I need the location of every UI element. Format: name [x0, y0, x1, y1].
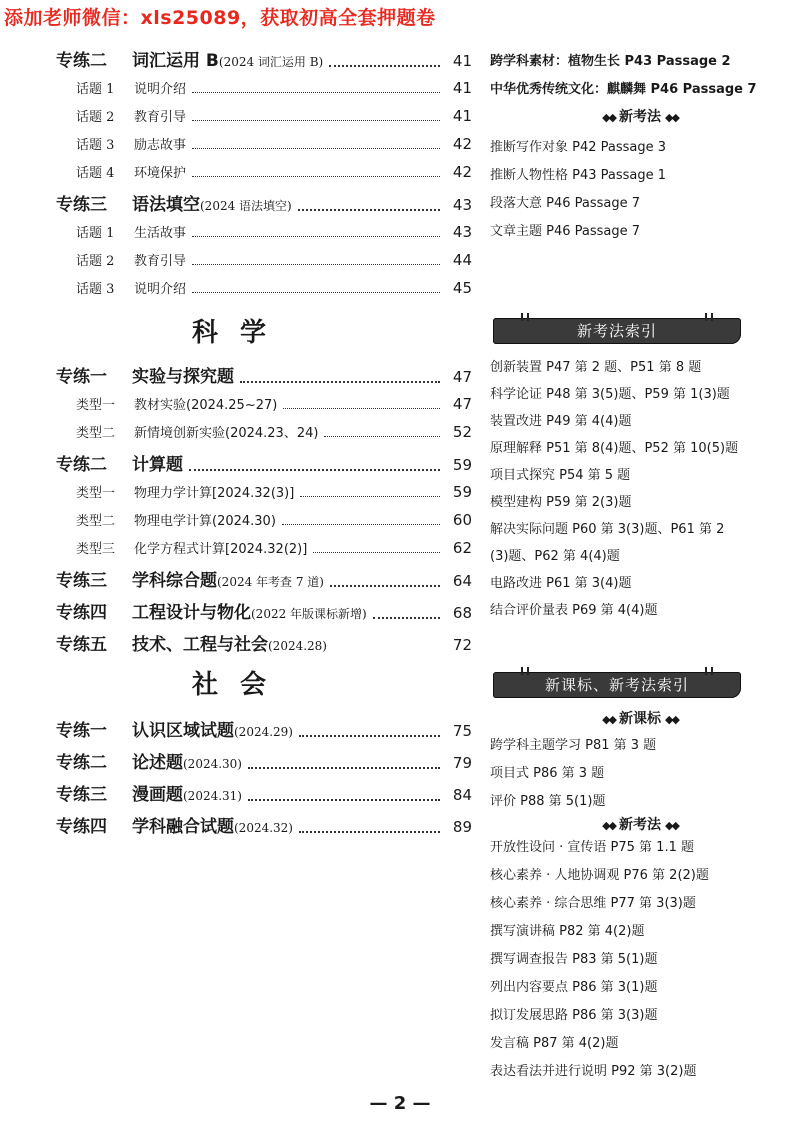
- toc-topic-row[interactable]: [76, 162, 472, 181]
- toc-topic-label: 话题 1: [76, 226, 115, 241]
- toc-section-row[interactable]: [56, 362, 472, 387]
- toc-section-title: 词汇运用 B: [132, 51, 219, 71]
- toc-topic-title: 说明介绍: [134, 82, 187, 97]
- toc-section-note: (2024.28): [268, 639, 327, 653]
- toc-section-label: 专练一: [56, 367, 107, 387]
- toc-section-title: 学科融合试题: [132, 817, 234, 837]
- index-item: 跨学科主题学习 P81 第 3 题: [490, 738, 657, 753]
- toc-section-row[interactable]: [56, 812, 472, 837]
- toc-section-row[interactable]: [56, 598, 472, 623]
- watermark-text: 添加老师微信：xls25089，获取初高全套押题卷: [4, 7, 436, 29]
- toc-section-row[interactable]: [56, 716, 472, 741]
- toc-section-note: (2024.31): [183, 789, 242, 803]
- toc-topic-title: 生活故事: [134, 226, 187, 241]
- leader-dots: [373, 617, 440, 619]
- leader-dots: [192, 120, 440, 121]
- toc-section-title: 论述题: [132, 753, 183, 773]
- toc-topic-row[interactable]: [76, 222, 472, 241]
- toc-topic-title: 励志故事: [134, 138, 187, 153]
- toc-topic-title: 新情境创新实验(2024.23、24): [134, 426, 319, 441]
- leader-dots: [324, 436, 440, 437]
- leader-dots: [192, 292, 440, 293]
- toc-section-title: 技术、工程与社会: [132, 635, 268, 655]
- index-item: 电路改进 P61 第 3(4)题: [490, 576, 632, 591]
- toc-section-title: 工程设计与物化: [132, 603, 251, 623]
- leader-dots: [248, 799, 440, 801]
- toc-topic-title: 物理电学计算(2024.30): [134, 514, 276, 529]
- leader-dots: [248, 767, 440, 769]
- toc-section-row[interactable]: [56, 46, 472, 71]
- toc-topic-title: 环境保护: [134, 166, 187, 181]
- page-number: 42: [452, 135, 472, 153]
- page-number: 62: [452, 539, 472, 557]
- page-number: 44: [452, 251, 472, 269]
- toc-topic-row[interactable]: [76, 134, 472, 153]
- toc-section-note: (2024 词汇运用 B): [218, 55, 324, 69]
- index-item: 开放性设问 · 宣传语 P75 第 1.1 题: [490, 840, 694, 855]
- page-number: 64: [452, 572, 472, 590]
- page-number: 41: [452, 52, 472, 70]
- toc-topic-label: 类型一: [76, 486, 116, 501]
- toc-section-label: 专练五: [56, 635, 107, 655]
- toc-topic-row[interactable]: [76, 106, 472, 125]
- page-number: 43: [452, 196, 472, 214]
- toc-section-label: 专练四: [56, 817, 107, 837]
- page-number: 89: [452, 818, 472, 836]
- index-item: 撰写调查报告 P83 第 5(1)题: [490, 952, 658, 967]
- toc-section-label: 专练一: [56, 721, 107, 741]
- leader-dots: [192, 264, 440, 265]
- index-item: 原理解释 P51 第 8(4)题、P52 第 10(5)题: [490, 441, 739, 456]
- page-number: 52: [452, 423, 472, 441]
- index-item: 装置改进 P49 第 4(4)题: [490, 414, 632, 429]
- toc-section-note: (2024.30): [183, 757, 242, 771]
- toc-topic-label: 话题 2: [76, 254, 115, 269]
- index-item: 项目式探究 P54 第 5 题: [490, 468, 631, 483]
- subhead-new-standard: ◆◆ 新课标 ◆◆: [602, 711, 678, 727]
- page-number: 79: [452, 754, 472, 772]
- toc-section-row[interactable]: [56, 566, 472, 591]
- toc-topic-label: 话题 4: [76, 166, 115, 181]
- toc-topic-label: 类型三: [76, 542, 116, 557]
- leader-dots: [300, 496, 440, 497]
- leader-dots: [299, 735, 440, 737]
- index-item: 核心素养 · 人地协调观 P76 第 2(2)题: [490, 868, 709, 883]
- index-line: 跨学科素材：植物生长 P43 Passage 2: [490, 54, 731, 69]
- page-number: 68: [452, 604, 472, 622]
- toc-section-label: 专练三: [56, 195, 107, 215]
- toc-topic-row[interactable]: [76, 510, 472, 529]
- page-number: 43: [452, 223, 472, 241]
- toc-section-label: 专练三: [56, 571, 107, 591]
- toc-section-title: 计算题: [132, 455, 183, 475]
- index-item: 推断人物性格 P43 Passage 1: [490, 168, 667, 183]
- toc-topic-title: 化学方程式计算[2024.32(2)]: [134, 542, 308, 557]
- toc-topic-label: 类型一: [76, 398, 116, 413]
- index-item: 撰写演讲稿 P82 第 4(2)题: [490, 924, 645, 939]
- toc-topic-title: 物理力学计算[2024.32(3)]: [134, 486, 295, 501]
- index-item: 表达看法并进行说明 P92 第 3(2)题: [490, 1064, 697, 1079]
- banner-social-index: 新课标、新考法索引: [493, 672, 741, 698]
- index-item: 模型建构 P59 第 2(3)题: [490, 495, 632, 510]
- index-item: 列出内容要点 P86 第 3(1)题: [490, 980, 658, 995]
- leader-dots: [283, 408, 440, 409]
- toc-topic-label: 话题 2: [76, 110, 115, 125]
- leader-dots: [330, 585, 440, 587]
- index-item: 结合评价量表 P69 第 4(4)题: [490, 603, 658, 618]
- diamond-icon: ◆◆: [602, 819, 615, 832]
- diamond-icon: ◆◆: [602, 111, 615, 124]
- page-number: 47: [452, 395, 472, 413]
- index-line: 中华优秀传统文化：麒麟舞 P46 Passage 7: [490, 82, 757, 97]
- banner-science-index: 新考法索引: [493, 318, 741, 344]
- index-item: 发言稿 P87 第 4(2)题: [490, 1036, 619, 1051]
- diamond-icon: ◆◆: [602, 713, 615, 726]
- toc-section-note: (2024.32): [234, 821, 293, 835]
- toc-topic-title: 教育引导: [134, 254, 187, 269]
- toc-section-title: 实验与探究题: [132, 367, 234, 387]
- page-number: 45: [452, 279, 472, 297]
- page-number: 60: [452, 511, 472, 529]
- page-number: 84: [452, 786, 472, 804]
- diamond-icon: ◆◆: [665, 111, 678, 124]
- leader-dots: [240, 381, 440, 383]
- toc-section-row[interactable]: [56, 780, 472, 805]
- toc-section-row[interactable]: [56, 630, 472, 655]
- toc-section-note: (2022 年版课标新增): [251, 607, 367, 621]
- toc-section-label: 专练二: [56, 753, 107, 773]
- leader-dots: [192, 236, 440, 237]
- toc-topic-row[interactable]: [76, 250, 472, 269]
- index-item: 文章主题 P46 Passage 7: [490, 224, 641, 239]
- page-number: 42: [452, 163, 472, 181]
- page-number: 59: [452, 456, 472, 474]
- toc-topic-label: 类型二: [76, 514, 116, 529]
- toc-section-label: 专练三: [56, 785, 107, 805]
- index-item: 拟订发展思路 P86 第 3(3)题: [490, 1008, 658, 1023]
- toc-section-note: (2024 年考查 7 道): [217, 575, 324, 589]
- subhead-new-method: ◆◆ 新考法 ◆◆: [602, 109, 678, 125]
- toc-topic-row[interactable]: [76, 78, 472, 97]
- leader-dots: [192, 176, 440, 177]
- toc-topic-row[interactable]: [76, 538, 472, 557]
- leader-dots: [282, 524, 440, 525]
- leader-dots: [329, 65, 440, 67]
- toc-topic-title: 教材实验(2024.25~27): [134, 398, 278, 413]
- index-item: 段落大意 P46 Passage 7: [490, 196, 641, 211]
- toc-section-row[interactable]: [56, 748, 472, 773]
- toc-topic-title: 教育引导: [134, 110, 187, 125]
- toc-section-label: 专练四: [56, 603, 107, 623]
- diamond-icon: ◆◆: [665, 819, 678, 832]
- toc-topic-label: 类型二: [76, 426, 116, 441]
- page-footer-number: — 2 —: [369, 1093, 431, 1114]
- index-item: 创新装置 P47 第 2 题、P51 第 8 题: [490, 360, 702, 375]
- toc-section-label: 专练二: [56, 455, 107, 475]
- leader-dots: [192, 92, 440, 93]
- toc-topic-label: 话题 3: [76, 282, 115, 297]
- page-number: 75: [452, 722, 472, 740]
- index-item: 核心素养 · 综合思维 P77 第 3(3)题: [490, 896, 696, 911]
- subject-heading-science: 科学: [191, 318, 288, 348]
- toc-topic-row[interactable]: [76, 278, 472, 297]
- toc-topic-label: 话题 1: [76, 82, 115, 97]
- toc-section-title: 漫画题: [132, 785, 183, 805]
- toc-topic-row[interactable]: [76, 482, 472, 501]
- page-number: 41: [452, 79, 472, 97]
- toc-section-row[interactable]: [56, 190, 472, 215]
- subhead-new-method: ◆◆ 新考法 ◆◆: [602, 817, 678, 833]
- toc-topic-row[interactable]: [76, 422, 472, 441]
- diamond-icon: ◆◆: [665, 713, 678, 726]
- index-item: 解决实际问题 P60 第 3(3)题、P61 第 2: [490, 522, 725, 537]
- toc-section-label: 专练二: [56, 51, 107, 71]
- toc-section-note: (2024.29): [234, 725, 293, 739]
- toc-section-row[interactable]: [56, 450, 472, 475]
- toc-section-title: 学科综合题: [132, 571, 217, 591]
- index-item: (3)题、P62 第 4(4)题: [490, 549, 620, 564]
- index-item: 项目式 P86 第 3 题: [490, 766, 605, 781]
- leader-dots: [299, 831, 440, 833]
- toc-topic-row[interactable]: [76, 394, 472, 413]
- page-number: 47: [452, 368, 472, 386]
- leader-dots: [189, 469, 440, 471]
- toc-topic-title: 说明介绍: [134, 282, 187, 297]
- leader-dots: [298, 209, 440, 211]
- page-number: 72: [452, 636, 472, 654]
- toc-section-title: 认识区域试题: [132, 721, 234, 741]
- index-item: 推断写作对象 P42 Passage 3: [490, 140, 667, 155]
- toc-section-title: 语法填空: [132, 195, 200, 215]
- subject-heading-social: 社会: [191, 670, 288, 700]
- toc-section-note: (2024 语法填空): [200, 199, 292, 213]
- index-item: 评价 P88 第 5(1)题: [490, 794, 606, 809]
- leader-dots: [192, 148, 440, 149]
- page-number: 59: [452, 483, 472, 501]
- page-number: 41: [452, 107, 472, 125]
- index-item: 科学论证 P48 第 3(5)题、P59 第 1(3)题: [490, 387, 730, 402]
- leader-dots: [313, 552, 440, 553]
- toc-topic-label: 话题 3: [76, 138, 115, 153]
